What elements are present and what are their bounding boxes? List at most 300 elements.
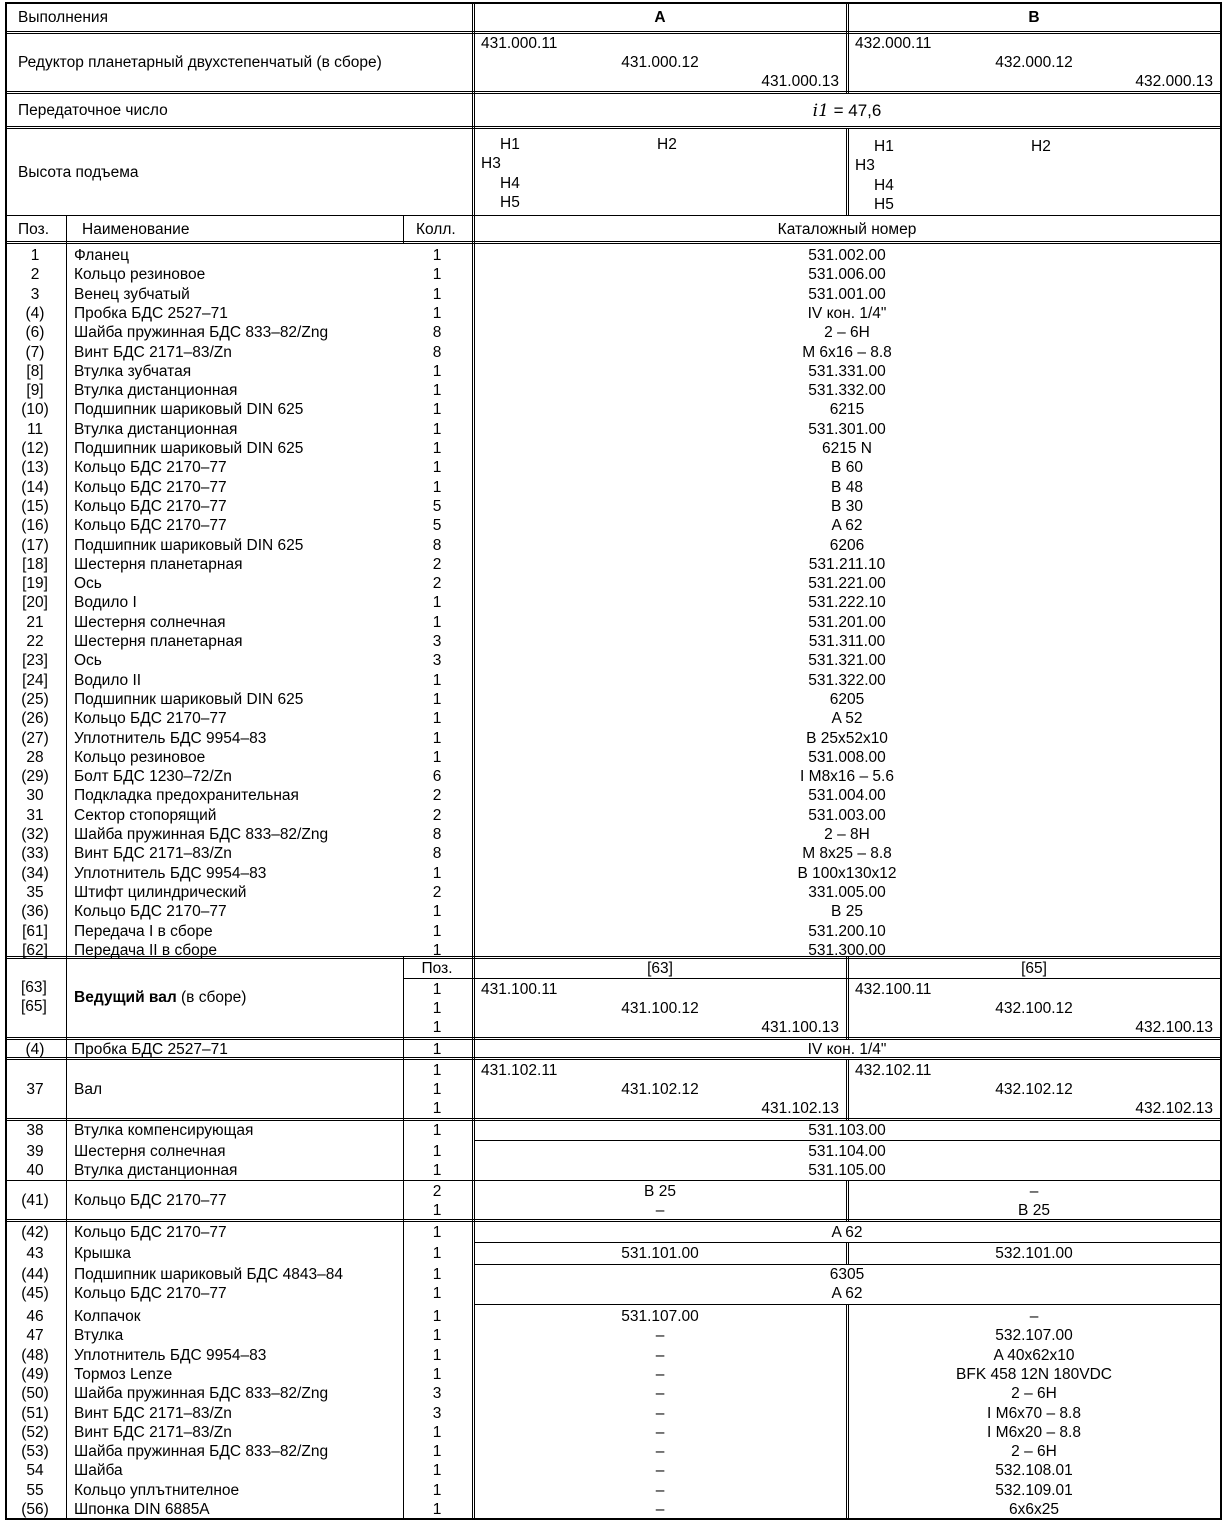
- row-catalog: 531.200.10: [808, 923, 886, 940]
- row-divider: [5, 128, 1222, 129]
- row-name: Втулка: [74, 1327, 124, 1344]
- row-catalog: IV кон. 1/4": [807, 305, 887, 322]
- row-name: Винт БДС 2171–83/Zn: [74, 1424, 232, 1441]
- row-name: Винт БДС 2171–83/Zn: [74, 845, 232, 862]
- row-qty: 1: [432, 247, 442, 264]
- col-divider: [474, 243, 475, 1519]
- row-qty: 1: [432, 1443, 442, 1460]
- col-divider: [472, 2, 473, 243]
- shaft-qty-3: 1: [432, 1019, 442, 1036]
- part-38-cat: 531.103.00: [808, 1122, 886, 1139]
- col-header-catalog: Каталожный номер: [777, 221, 917, 238]
- row-pos: [9]: [26, 382, 44, 399]
- val-b-2: 432.102.12: [995, 1081, 1073, 1098]
- row-catalog: 531.003.00: [808, 807, 886, 824]
- row-qty: 1: [432, 614, 442, 631]
- variants-label: Выполнения: [18, 9, 108, 26]
- row-pos: (17): [21, 537, 49, 554]
- row-pos: (26): [21, 710, 49, 727]
- row-qty: 1: [432, 382, 442, 399]
- row-pos: 47: [26, 1327, 44, 1344]
- reductor-a-1: 431.000.11: [481, 35, 558, 52]
- row-pos: 30: [26, 787, 44, 804]
- col-header-pos: Поз.: [18, 221, 49, 238]
- row-name: Шайба пружинная БДС 833–82/Zng: [74, 1443, 329, 1460]
- part-41-pos: (41): [21, 1192, 49, 1209]
- part-43-a: 531.101.00: [621, 1245, 699, 1262]
- row-name: Пробка БДС 2527–71: [74, 305, 228, 322]
- row-name: Тормоз Lenze: [74, 1366, 173, 1383]
- part-44-pos: (44): [21, 1266, 49, 1283]
- row-qty: 1: [432, 1308, 442, 1325]
- part-38-qty: 1: [432, 1122, 442, 1139]
- col-divider: [66, 215, 67, 243]
- shaft-a-1: 431.100.11: [481, 981, 558, 998]
- part-43-pos: 43: [26, 1245, 44, 1262]
- row-catalog: 531.321.00: [808, 652, 886, 669]
- row-catalog: M 8x25 – 8.8: [802, 845, 892, 862]
- row-divider: [5, 93, 1222, 94]
- part-44-cat: 6305: [829, 1266, 865, 1283]
- row-pos: [18]: [22, 556, 48, 573]
- row-catalog: A 52: [831, 710, 863, 727]
- row-catalog: 2 – 8H: [824, 826, 870, 843]
- row-name: Шестерня солнечная: [74, 614, 226, 631]
- row-divider: [403, 978, 1222, 979]
- row-pos: (53): [21, 1443, 49, 1460]
- row-divider: [5, 1039, 1222, 1040]
- row-name: Кольцо резиновое: [74, 266, 206, 283]
- row-catalog: 6215: [829, 401, 865, 418]
- row-catalog: 531.331.00: [808, 363, 886, 380]
- part-44-name: Подшипник шариковый БДС 4843–84: [74, 1266, 344, 1283]
- ratio-value: [813, 102, 882, 120]
- row-qty: 8: [432, 324, 442, 341]
- row-name: Шайба пружинная БДС 833–82/Zng: [74, 324, 329, 341]
- row-qty: 2: [432, 884, 442, 901]
- part-41-b-1: –: [1029, 1183, 1039, 1200]
- row-pos: (16): [21, 517, 49, 534]
- row-qty: 1: [432, 672, 442, 689]
- row-name: Винт БДС 2171–83/Zn: [74, 1405, 232, 1422]
- row-pos: (7): [25, 344, 45, 361]
- row-catalog: 6205: [829, 691, 865, 708]
- col-divider: [848, 128, 849, 216]
- row-pos: 22: [26, 633, 44, 650]
- row-qty: 1: [432, 286, 442, 303]
- shaft-name-rest: (в сборе): [176, 989, 247, 1006]
- row-catalog: M 6x16 – 8.8: [802, 344, 892, 361]
- row-catalog: B 25x52x10: [806, 730, 888, 747]
- row-qty: 1: [432, 730, 442, 747]
- shaft-pos-a: [63]: [21, 979, 47, 996]
- row-name: Подшипник шариковый DIN 625: [74, 401, 304, 418]
- row-pos: 54: [26, 1462, 44, 1479]
- row-name: Ось: [74, 575, 102, 592]
- row-divider: [5, 1037, 1222, 1038]
- row-catalog-a: –: [655, 1424, 665, 1441]
- shaft-b-3: 432.100.13: [1135, 1019, 1213, 1036]
- row-pos: [61]: [22, 923, 48, 940]
- plug-cat: IV кон. 1/4": [807, 1041, 887, 1058]
- row-name: Винт БДС 2171–83/Zn: [74, 344, 232, 361]
- ratio-label: Передаточное число: [18, 102, 168, 119]
- row-catalog-a: –: [655, 1366, 665, 1383]
- col-divider: [846, 128, 847, 216]
- part-40-name: Втулка дистанционная: [74, 1162, 238, 1179]
- row-pos: (10): [21, 401, 49, 418]
- part-43-qty: 1: [432, 1245, 442, 1262]
- ratio-symbol: i1: [812, 101, 829, 121]
- row-pos: [62]: [22, 942, 48, 959]
- row-pos: [8]: [26, 363, 44, 380]
- part-43-name: Крышка: [74, 1245, 131, 1262]
- row-name: Шестерня планетарная: [74, 556, 243, 573]
- col-divider: [846, 1180, 847, 1221]
- row-pos: (29): [21, 768, 49, 785]
- part-40-pos: 40: [26, 1162, 44, 1179]
- row-name: Шайба пружинная БДС 833–82/Zng: [74, 826, 329, 843]
- row-catalog: 2 – 6H: [824, 324, 870, 341]
- reductor-b-1: 432.000.11: [855, 35, 932, 52]
- row-qty: 8: [432, 845, 442, 862]
- row-catalog: 531.222.10: [808, 594, 886, 611]
- row-qty: 1: [432, 266, 442, 283]
- row-qty: 2: [432, 807, 442, 824]
- row-name: Подкладка предохранительная: [74, 787, 299, 804]
- reductor-b-3: 432.000.13: [1135, 73, 1213, 90]
- row-name: Шайба: [74, 1462, 123, 1479]
- shaft-col-b-label: [65]: [1021, 960, 1047, 977]
- row-name: Втулка дистанционная: [74, 421, 238, 438]
- part-39-name: Шестерня солнечная: [74, 1143, 226, 1160]
- row-catalog: 331.005.00: [808, 884, 886, 901]
- height-h3-a: H3: [481, 155, 501, 172]
- row-catalog-b: BFK 458 12N 180VDC: [956, 1366, 1112, 1383]
- part-40-cat: 531.105.00: [808, 1162, 886, 1179]
- row-pos: (48): [21, 1347, 49, 1364]
- height-h5-a: H5: [500, 194, 520, 211]
- row-name: Кольцо резиновое: [74, 749, 206, 766]
- row-qty: 3: [432, 1405, 442, 1422]
- row-divider: [5, 1219, 1222, 1220]
- row-qty: 6: [432, 768, 442, 785]
- row-divider: [474, 1242, 1222, 1243]
- row-pos: 1: [30, 247, 40, 264]
- shaft-name: [74, 990, 246, 1006]
- row-pos: (33): [21, 845, 49, 862]
- row-divider: [474, 1304, 1222, 1305]
- shaft-col-a-label: [63]: [647, 960, 673, 977]
- row-catalog: 6206: [829, 537, 865, 554]
- row-name: Втулка дистанционная: [74, 382, 238, 399]
- part-42-cat: A 62: [831, 1224, 863, 1241]
- col-divider: [403, 956, 404, 1519]
- reductor-a-3: 431.000.13: [761, 73, 839, 90]
- row-pos: [19]: [22, 575, 48, 592]
- shaft-qty-2: 1: [432, 1000, 442, 1017]
- val-a-2: 431.102.12: [621, 1081, 699, 1098]
- shaft-b-2: 432.100.12: [995, 1000, 1073, 1017]
- row-qty: 1: [432, 923, 442, 940]
- row-catalog: I M8x16 – 5.6: [800, 768, 894, 785]
- row-qty: 3: [432, 1385, 442, 1402]
- part-38-pos: 38: [26, 1122, 44, 1139]
- row-qty: 2: [432, 556, 442, 573]
- row-catalog-b: 2 – 6H: [1011, 1443, 1057, 1460]
- height-h2-b: H2: [1031, 138, 1051, 155]
- col-divider: [474, 2, 475, 243]
- row-catalog: B 30: [831, 498, 863, 515]
- row-catalog: 531.211.10: [808, 556, 886, 573]
- row-catalog-a: –: [655, 1347, 665, 1364]
- row-divider: [5, 91, 1222, 92]
- shaft-qty-1: 1: [432, 981, 442, 998]
- row-catalog: 531.201.00: [808, 614, 886, 631]
- row-catalog: B 25: [831, 903, 863, 920]
- row-catalog: 531.221.00: [808, 575, 886, 592]
- val-qty-1: 1: [432, 1062, 442, 1079]
- row-divider: [5, 33, 1222, 34]
- row-pos: [23]: [22, 652, 48, 669]
- row-qty: 1: [432, 903, 442, 920]
- row-catalog: 6215 N: [822, 440, 872, 457]
- table-border-left: [5, 2, 7, 1519]
- shaft-b-1: 432.100.11: [855, 981, 932, 998]
- val-pos: 37: [26, 1081, 44, 1098]
- row-catalog: 531.001.00: [808, 286, 886, 303]
- row-name: Уплотнитель БДС 9954–83: [74, 865, 267, 882]
- row-catalog-b: 532.107.00: [995, 1327, 1073, 1344]
- row-pos: (6): [25, 324, 45, 341]
- shaft-sub-pos-label: Поз.: [421, 960, 453, 977]
- row-catalog-b: 2 – 6H: [1011, 1385, 1057, 1402]
- row-qty: 1: [432, 1366, 442, 1383]
- row-name: Водило II: [74, 672, 142, 689]
- row-catalog: 531.008.00: [808, 749, 886, 766]
- val-qty-2: 1: [432, 1081, 442, 1098]
- height-h5-b: H5: [874, 196, 894, 213]
- col-divider: [848, 956, 849, 1039]
- row-pos: (49): [21, 1366, 49, 1383]
- height-h4-b: H4: [874, 177, 894, 194]
- row-name: Водило I: [74, 594, 137, 611]
- row-catalog: 531.301.00: [808, 421, 886, 438]
- row-divider: [5, 1059, 1222, 1060]
- row-catalog: 531.311.00: [808, 633, 886, 650]
- row-pos: 46: [26, 1308, 44, 1325]
- row-name: Фланец: [74, 247, 129, 264]
- part-41-a-2: –: [655, 1202, 665, 1219]
- col-divider: [848, 1180, 849, 1221]
- col-divider: [846, 2, 847, 94]
- row-catalog: 531.300.00: [808, 942, 886, 959]
- row-catalog: 531.332.00: [808, 382, 886, 399]
- row-divider: [5, 215, 1222, 216]
- row-pos: 35: [26, 884, 44, 901]
- val-a-1: 431.102.11: [481, 1062, 558, 1079]
- row-pos: 28: [26, 749, 44, 766]
- row-pos: (15): [21, 498, 49, 515]
- row-pos: (4): [25, 305, 45, 322]
- row-qty: 1: [432, 479, 442, 496]
- row-catalog-a: –: [655, 1482, 665, 1499]
- row-pos: (13): [21, 459, 49, 476]
- row-name: Кольцо уплътнителное: [74, 1482, 240, 1499]
- row-qty: 1: [432, 1327, 442, 1344]
- col-divider: [403, 215, 404, 243]
- row-name: Кольцо БДС 2170–77: [74, 479, 227, 496]
- part-41-b-2: B 25: [1018, 1202, 1050, 1219]
- col-divider: [848, 1242, 849, 1264]
- row-name: Втулка зубчатая: [74, 363, 192, 380]
- reductor-label: Редуктор планетарный двухстепенчатый (в сборе): [18, 54, 382, 71]
- row-catalog: 531.004.00: [808, 787, 886, 804]
- shaft-pos-b: [65]: [21, 998, 47, 1015]
- row-qty: 1: [432, 1482, 442, 1499]
- row-pos: 3: [30, 286, 40, 303]
- row-qty: 1: [432, 942, 442, 959]
- row-catalog-a: –: [655, 1385, 665, 1402]
- row-name: Венец зубчатый: [74, 286, 190, 303]
- val-qty-3: 1: [432, 1100, 442, 1117]
- col-divider: [846, 1304, 847, 1519]
- row-qty: 8: [432, 826, 442, 843]
- part-39-cat: 531.104.00: [808, 1143, 886, 1160]
- row-qty: 8: [432, 344, 442, 361]
- part-43-b: 532.101.00: [995, 1245, 1073, 1262]
- part-41-name: Кольцо БДС 2170–77: [74, 1192, 227, 1209]
- row-catalog-a: –: [655, 1443, 665, 1460]
- height-h1-a: H1: [500, 136, 520, 153]
- row-pos: (56): [21, 1501, 49, 1518]
- part-38-name: Втулка компенсирующая: [74, 1122, 254, 1139]
- row-qty: 1: [432, 459, 442, 476]
- plug-name: Пробка БДС 2527–71: [74, 1041, 228, 1058]
- ratio-number: = 47,6: [828, 101, 882, 120]
- row-divider: [5, 126, 1222, 127]
- row-catalog-b: A 40x62x10: [993, 1347, 1075, 1364]
- row-pos: (51): [21, 1405, 49, 1422]
- part-44-qty: 1: [432, 1266, 442, 1283]
- height-h4-a: H4: [500, 175, 520, 192]
- variant-b-header: B: [1028, 9, 1040, 26]
- row-pos: (27): [21, 730, 49, 747]
- row-name: Болт БДС 1230–72/Zn: [74, 768, 232, 785]
- part-45-qty: 1: [432, 1285, 442, 1302]
- part-41-a-1: B 25: [644, 1183, 676, 1200]
- row-qty: 3: [432, 633, 442, 650]
- col-divider: [472, 243, 473, 1519]
- col-divider: [848, 2, 849, 94]
- row-name: Передача I в сборе: [74, 923, 213, 940]
- row-pos: (25): [21, 691, 49, 708]
- row-qty: 1: [432, 1501, 442, 1518]
- row-qty: 1: [432, 305, 442, 322]
- row-divider: [5, 1118, 1222, 1119]
- row-catalog-b: 6x6x25: [1009, 1501, 1059, 1518]
- row-pos: [24]: [22, 672, 48, 689]
- row-divider: [5, 1120, 1222, 1121]
- row-catalog: 531.322.00: [808, 672, 886, 689]
- row-qty: 5: [432, 498, 442, 515]
- col-divider: [66, 243, 67, 1519]
- row-divider: [5, 241, 1222, 242]
- row-catalog-a: 531.107.00: [621, 1308, 699, 1325]
- col-divider: [846, 1059, 847, 1120]
- row-qty: 1: [432, 594, 442, 611]
- shaft-a-3: 431.100.13: [761, 1019, 839, 1036]
- row-pos: (34): [21, 865, 49, 882]
- row-name: Кольцо БДС 2170–77: [74, 459, 227, 476]
- row-catalog: A 62: [831, 517, 863, 534]
- row-name: Уплотнитель БДС 9954–83: [74, 730, 267, 747]
- row-qty: 1: [432, 1424, 442, 1441]
- row-qty: 8: [432, 537, 442, 554]
- row-pos: 2: [30, 266, 40, 283]
- val-name: Вал: [74, 1081, 103, 1098]
- table-border-right: [1220, 2, 1222, 1519]
- part-39-qty: 1: [432, 1143, 442, 1160]
- row-qty: 1: [432, 440, 442, 457]
- row-divider: [5, 243, 1222, 244]
- row-divider: [5, 1221, 1222, 1222]
- row-name: Кольцо БДС 2170–77: [74, 498, 227, 515]
- row-name: Подшипник шариковый DIN 625: [74, 691, 304, 708]
- val-a-3: 431.102.13: [761, 1100, 839, 1117]
- row-name: Подшипник шариковый DIN 625: [74, 440, 304, 457]
- row-qty: 1: [432, 865, 442, 882]
- row-catalog: 531.006.00: [808, 266, 886, 283]
- row-name: Штифт цилиндрический: [74, 884, 247, 901]
- part-41-qty-1: 2: [432, 1183, 442, 1200]
- reductor-b-2: 432.000.12: [995, 54, 1073, 71]
- row-pos: (14): [21, 479, 49, 496]
- row-catalog-a: –: [655, 1462, 665, 1479]
- height-label: Высота подъема: [18, 164, 139, 181]
- table-border-top: [5, 2, 1222, 4]
- row-qty: 1: [432, 421, 442, 438]
- height-h1-b: H1: [874, 138, 894, 155]
- part-42-qty: 1: [432, 1224, 442, 1241]
- variant-a-header: A: [654, 9, 666, 26]
- row-catalog-b: I M6x70 – 8.8: [987, 1405, 1081, 1422]
- row-pos: (12): [21, 440, 49, 457]
- row-pos: (36): [21, 903, 49, 920]
- row-pos: 21: [26, 614, 44, 631]
- val-b-3: 432.102.13: [1135, 1100, 1213, 1117]
- row-pos: 55: [26, 1482, 44, 1499]
- row-qty: 1: [432, 1462, 442, 1479]
- row-divider: [5, 1180, 1222, 1181]
- row-name: Шпонка DIN 6885A: [74, 1501, 210, 1518]
- part-40-qty: 1: [432, 1162, 442, 1179]
- row-name: Шайба пружинная БДС 833–82/Zng: [74, 1385, 329, 1402]
- row-catalog-b: I M6x20 – 8.8: [987, 1424, 1081, 1441]
- row-divider: [474, 1264, 1222, 1265]
- row-catalog: B 48: [831, 479, 863, 496]
- plug-qty: 1: [432, 1041, 442, 1058]
- row-name: Кольцо БДС 2170–77: [74, 517, 227, 534]
- part-42-name: Кольцо БДС 2170–77: [74, 1224, 227, 1241]
- row-catalog-a: –: [655, 1327, 665, 1344]
- height-h3-b: H3: [855, 157, 875, 174]
- row-catalog: 531.002.00: [808, 247, 886, 264]
- row-name: Уплотнитель БДС 9954–83: [74, 1347, 267, 1364]
- part-45-pos: (45): [21, 1285, 49, 1302]
- row-pos: (52): [21, 1424, 49, 1441]
- row-name: Подшипник шариковый DIN 625: [74, 537, 304, 554]
